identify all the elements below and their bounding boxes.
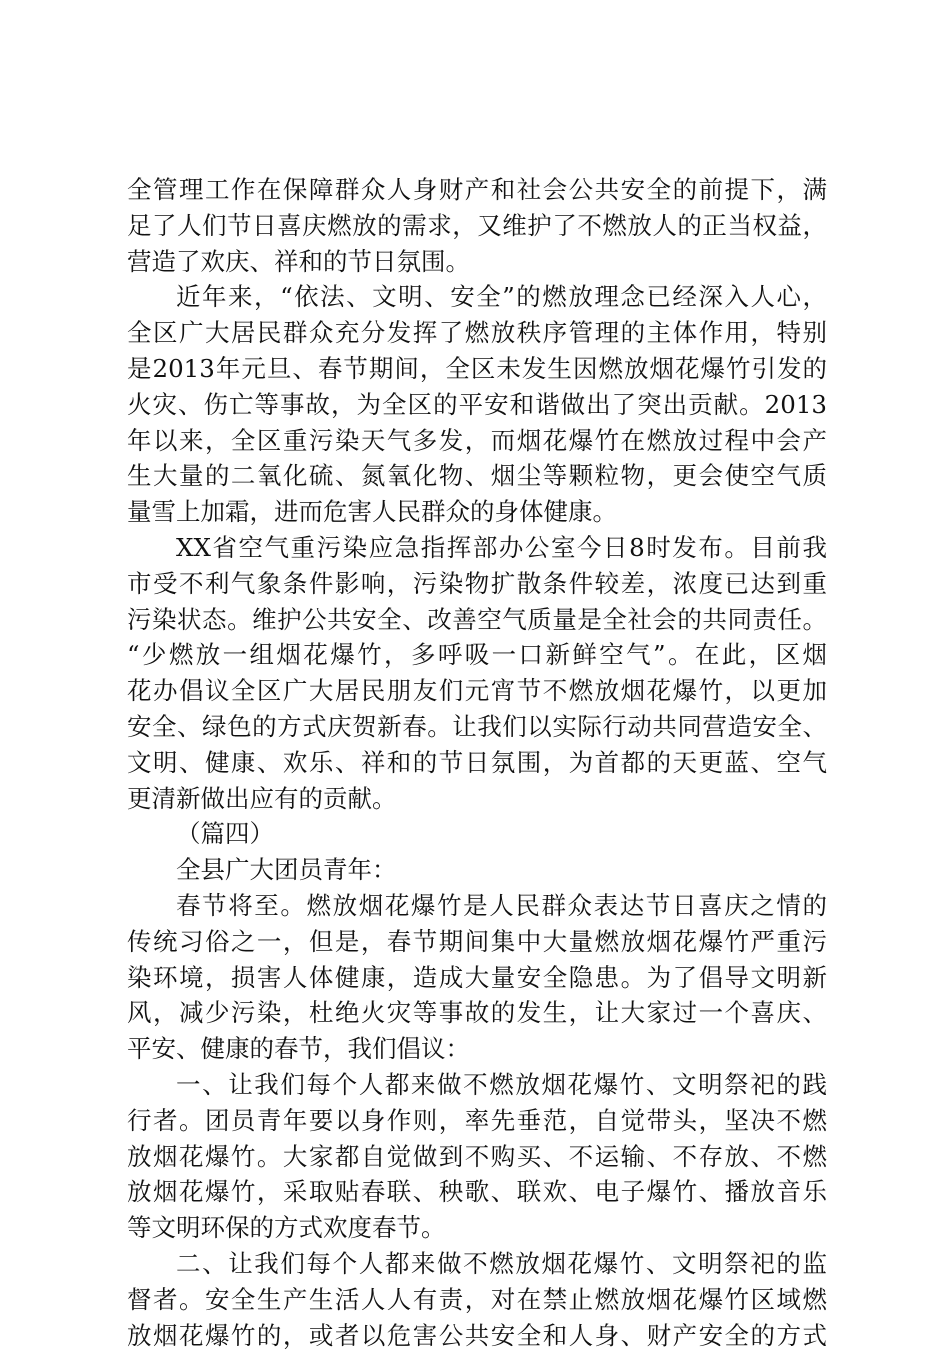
- text-line: XX省空气重污染应急指挥部办公室今日8时发布。目前我: [127, 530, 827, 566]
- text-line: 文明、健康、欢乐、祥和的节日氛围，为首都的天更蓝、空气: [127, 745, 827, 781]
- text-line: 营造了欢庆、祥和的节日氛围。: [127, 244, 827, 280]
- text-line: 更清新做出应有的贡献。: [127, 781, 827, 817]
- text-line: 量雪上加霜，进而危害人民群众的身体健康。: [127, 494, 827, 530]
- text-line: 风，减少污染，杜绝火灾等事故的发生，让大家过一个喜庆、: [127, 995, 827, 1031]
- paragraph: [127, 1067, 827, 1246]
- text-line: 近年来，“依法、文明、安全”的燃放理念已经深入人心，: [127, 279, 827, 315]
- document-page: [127, 172, 827, 1353]
- text-line: 春节将至。燃放烟花爆竹是人民群众表达节日喜庆之情的: [127, 888, 827, 924]
- text-line: 市受不利气象条件影响，污染物扩散条件较差，浓度已达到重: [127, 566, 827, 602]
- text-line: 安全、绿色的方式庆贺新春。让我们以实际行动共同营造安全、: [127, 709, 827, 745]
- text-line: 花办倡议全区广大居民朋友们元宵节不燃放烟花爆竹，以更加: [127, 673, 827, 709]
- text-line: 全管理工作在保障群众人身财产和社会公共安全的前提下，满: [127, 172, 827, 208]
- text-line: 二、让我们每个人都来做不燃放烟花爆竹、文明祭祀的监: [127, 1246, 827, 1282]
- text-line: 等文明环保的方式欢度春节。: [127, 1210, 827, 1246]
- text-line: “少燃放一组烟花爆竹，多呼吸一口新鲜空气”。在此，区烟: [127, 637, 827, 673]
- text-line: 是2013年元旦、春节期间，全区未发生因燃放烟花爆竹引发的: [127, 351, 827, 387]
- text-line: 放烟花爆竹，采取贴春联、秧歌、联欢、电子爆竹、播放音乐: [127, 1174, 827, 1210]
- paragraph: [127, 530, 827, 816]
- text-line: 全区广大居民群众充分发挥了燃放秩序管理的主体作用，特别: [127, 315, 827, 351]
- text-line: （篇四）: [127, 816, 827, 852]
- text-line: 污染状态。维护公共安全、改善空气质量是全社会的共同责任。: [127, 602, 827, 638]
- text-line: 督者。安全生产生活人人有责，对在禁止燃放烟花爆竹区域燃: [127, 1282, 827, 1318]
- text-line: 行者。团员青年要以身作则，率先垂范，自觉带头，坚决不燃: [127, 1103, 827, 1139]
- text-line: 年以来，全区重污染天气多发，而烟花爆竹在燃放过程中会产: [127, 423, 827, 459]
- text-line: 放烟花爆竹。大家都自觉做到不购买、不运输、不存放、不燃: [127, 1139, 827, 1175]
- text-line: 全县广大团员青年：: [127, 852, 827, 888]
- text-line: 平安、健康的春节，我们倡议：: [127, 1031, 827, 1067]
- text-line: 生大量的二氧化硫、氮氧化物、烟尘等颗粒物，更会使空气质: [127, 458, 827, 494]
- text-line: 一、让我们每个人都来做不燃放烟花爆竹、文明祭祀的践: [127, 1067, 827, 1103]
- text-line: 放烟花爆竹的，或者以危害公共安全和人身、财产安全的方式: [127, 1318, 827, 1353]
- paragraph: [127, 279, 827, 530]
- paragraph: [127, 172, 827, 279]
- text-line: 传统习俗之一，但是，春节期间集中大量燃放烟花爆竹严重污: [127, 924, 827, 960]
- paragraph: [127, 1246, 827, 1353]
- text-line: 足了人们节日喜庆燃放的需求，又维护了不燃放人的正当权益，: [127, 208, 827, 244]
- text-line: 火灾、伤亡等事故，为全区的平安和谐做出了突出贡献。2013: [127, 387, 827, 423]
- paragraph: [127, 888, 827, 1067]
- paragraph: [127, 852, 827, 888]
- text-line: 染环境，损害人体健康，造成大量安全隐患。为了倡导文明新: [127, 960, 827, 996]
- paragraph: [127, 816, 827, 852]
